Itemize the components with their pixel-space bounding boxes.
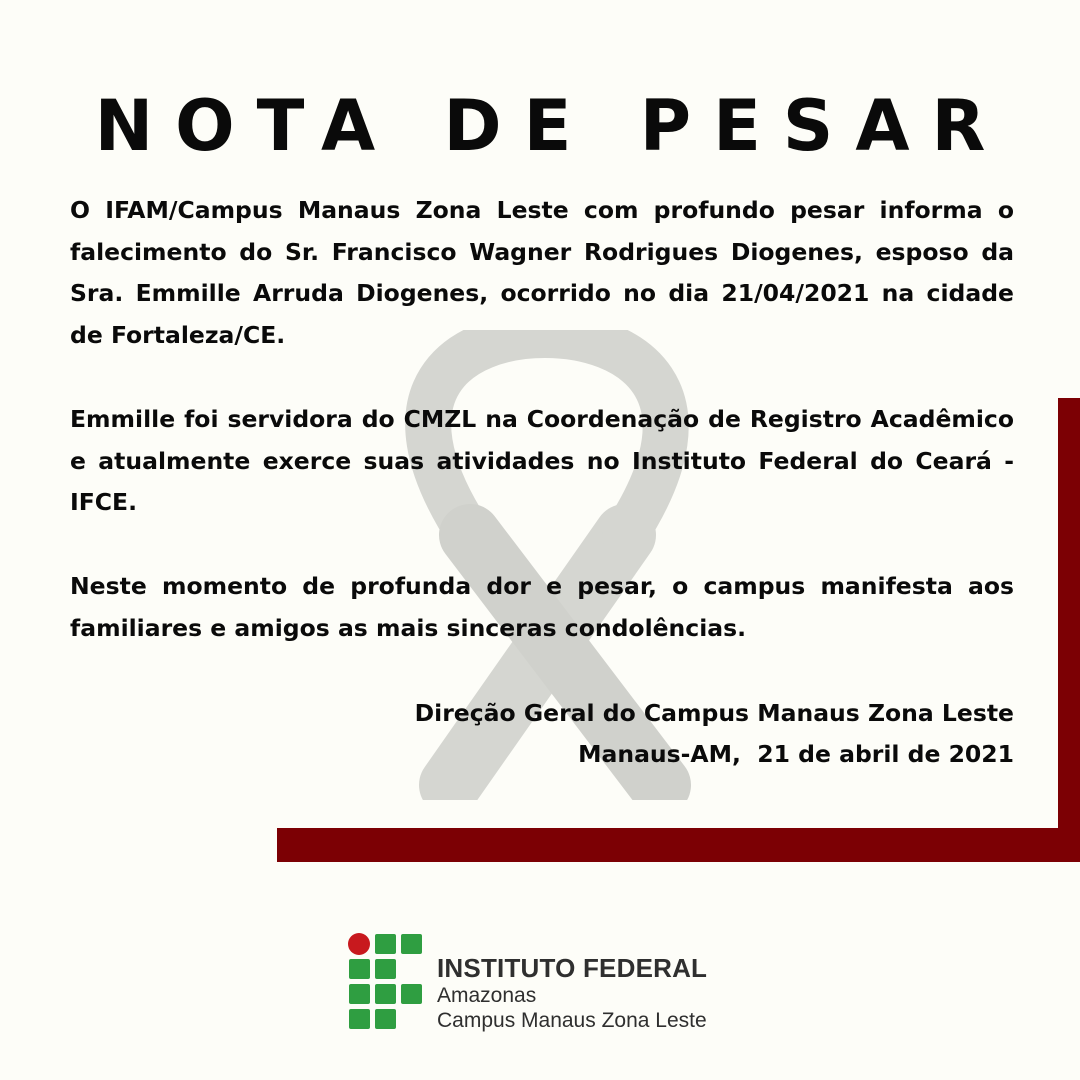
- institute-logo-grid-icon: [348, 933, 424, 1031]
- signature-place-date: Manaus-AM, 21 de abril de 2021: [578, 740, 1014, 768]
- institute-name: INSTITUTO FEDERAL: [437, 953, 708, 983]
- paragraph-announcement: O IFAM/Campus Manaus Zona Leste com profundo pesar informa o falecimento do Sr. Francisco Wagner Rodrigues Diogenes, esposo da Sra. Emmille Arruda Diogenes, ocorrido no dia 21/04/2021 na cidade de Fortaleza/CE.: [70, 196, 1014, 349]
- signature-block: [314, 693, 1014, 775]
- institute-campus: Campus Manaus Zona Leste: [437, 1009, 707, 1032]
- signature-author: Direção Geral do Campus Manaus Zona Leste: [414, 699, 1014, 727]
- institute-logo: [348, 933, 748, 1033]
- institute-state: Amazonas: [437, 984, 537, 1007]
- paragraph-condolences: Neste momento de profunda dor e pesar, o campus manifesta aos familiares e amigos as mais sinceras condolências.: [70, 572, 1014, 642]
- institute-logo-text: [437, 953, 757, 1033]
- frame-bottom-bar: [277, 828, 1080, 862]
- paragraph-background: Emmille foi servidora do CMZL na Coordenação de Registro Acadêmico e atualmente exerce suas atividades no Instituto Federal do Ceará - IFCE.: [70, 405, 1014, 516]
- frame-right-bar: [1058, 398, 1080, 862]
- page-title: NOTA DE PESAR: [94, 85, 1008, 167]
